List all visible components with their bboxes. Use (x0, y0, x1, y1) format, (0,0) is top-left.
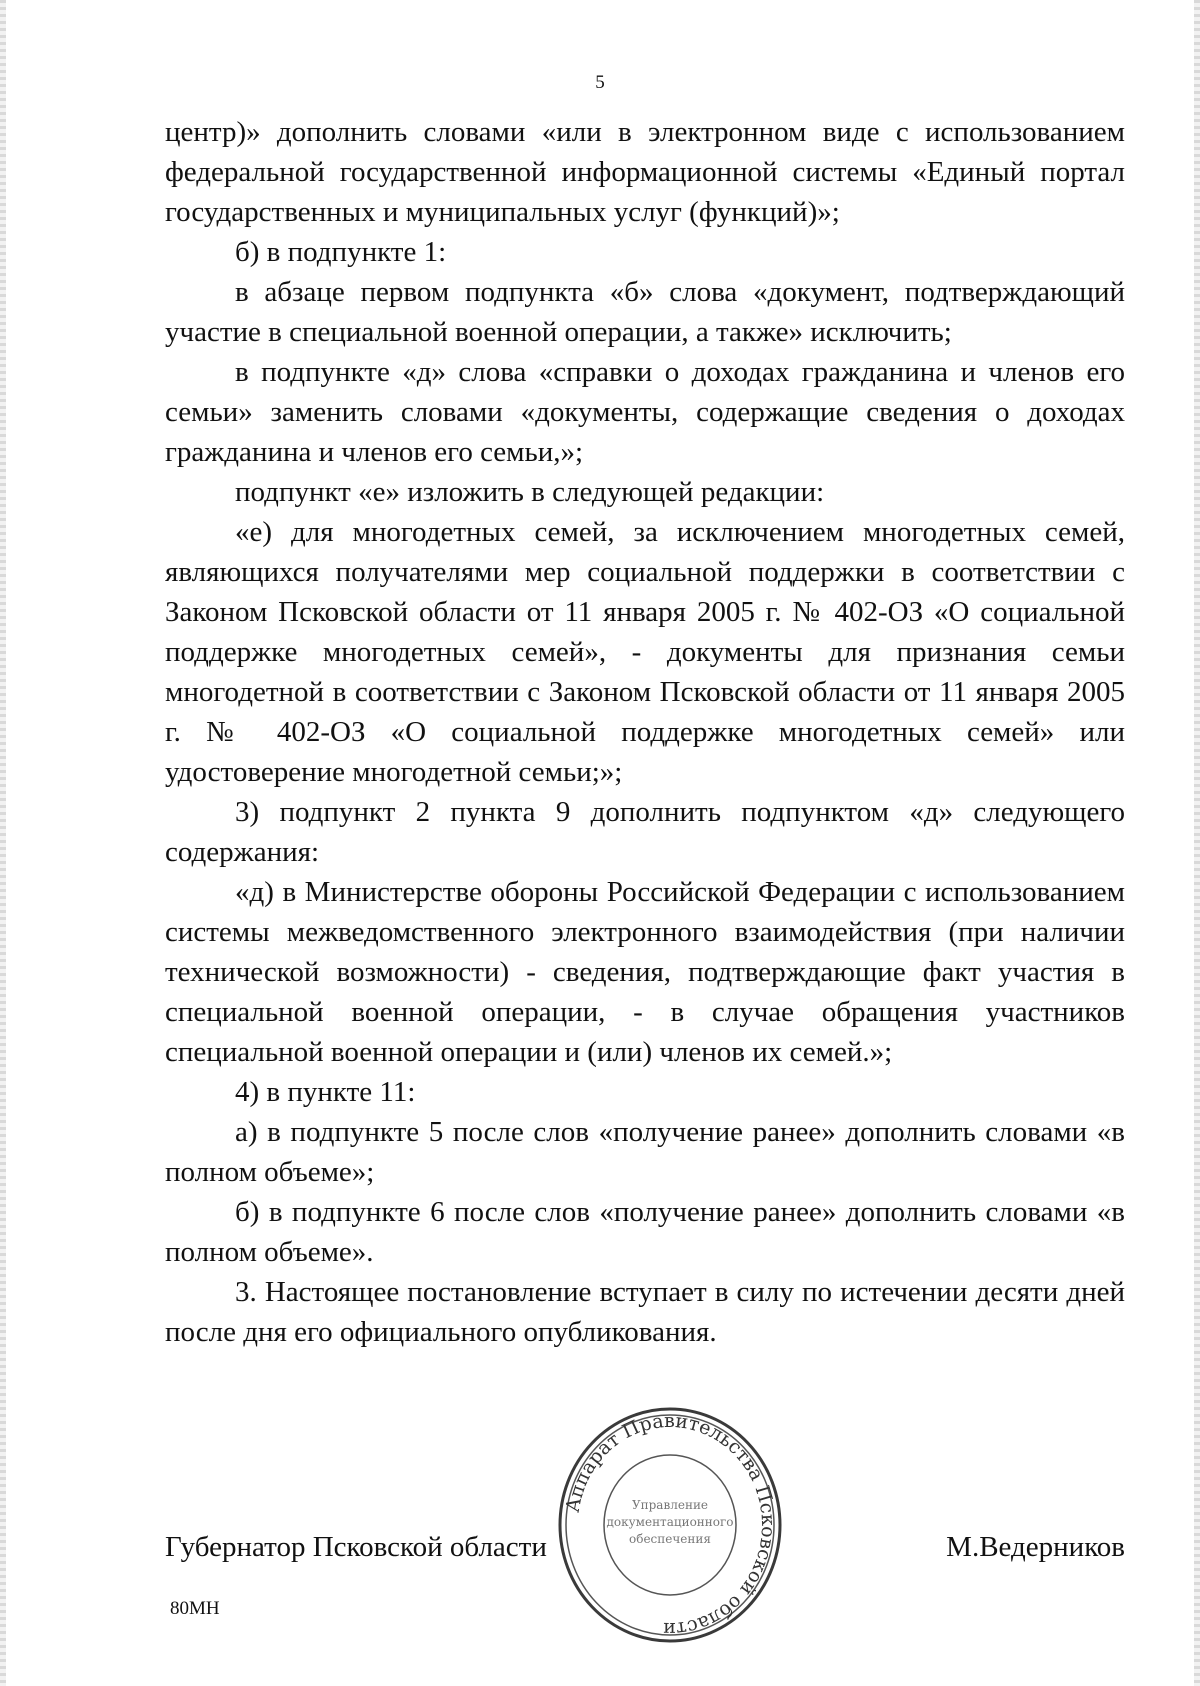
paragraph: б) в подпункте 1: (235, 236, 447, 268)
page-number: 5 (595, 72, 605, 93)
seal-center-line: Управление (631, 1498, 709, 1512)
scan-edge-right (1194, 0, 1200, 1686)
signatory-title: Губернатор Псковской области (165, 1531, 547, 1563)
paragraph: «д) в Министерстве обороны Российской Федерации с использованием системы межведомственного электронного взаимодействия (при наличии технической возможности) - сведения, подтверждающие факт участия в специальной военной операции, - в случае обращения участников специальной военной операции и (или) членов их семей.»; (165, 876, 1125, 1068)
executor-code: 80МН (170, 1598, 220, 1619)
seal-ring-text: Аппарат Правительства Псковской области (561, 1409, 780, 1641)
paragraph: «е) для многодетных семей, за исключением многодетных семей, являющихся получателями мер социальной поддержки в соответствии с Законом Псковской области от 11 января 2005 г. № 402-ОЗ «О социальной поддержке многодетных семей», - документы для признания семьи многодетной в соответствии с Законом Псковской области от 11 января 2005 г. № 402-ОЗ «О социальной поддержке многодетных семей» или удостоверение многодетной семьи;»; (165, 516, 1125, 788)
official-seal (556, 1405, 784, 1645)
seal-icon (556, 1405, 784, 1645)
seal-center-line: обеспечения (629, 1532, 711, 1546)
paragraph: а) в подпункте 5 после слов «получение ранее» дополнить словами «в полном объеме»; (165, 1116, 1125, 1188)
paragraph: 3. Настоящее постановление вступает в силу по истечении десяти дней после дня его официального опубликования. (165, 1276, 1125, 1348)
scan-edge-left (0, 0, 6, 1686)
paragraph: в подпункте «д» слова «справки о доходах гражданина и членов его семьи» заменить словами «документы, содержащие сведения о доходах гражданина и членов его семьи,»; (165, 356, 1125, 468)
paragraph: 4) в пункте 11: (235, 1076, 416, 1108)
seal-center-line: документационного (606, 1515, 734, 1529)
paragraph: подпункт «е» изложить в следующей редакции: (235, 476, 825, 508)
paragraph: б) в подпункте 6 после слов «получение ранее» дополнить словами «в полном объеме». (165, 1196, 1125, 1268)
paragraph: центр)» дополнить словами «или в электронном виде с использованием федеральной государственной информационной системы «Единый портал государственных и муниципальных услуг (функций)»; (165, 116, 1125, 228)
body-text (165, 112, 1125, 1352)
paragraph: в абзаце первом подпункта «б» слова «документ, подтверждающий участие в специальной военной операции, а также» исключить; (165, 276, 1125, 348)
signatory-name: М.Ведерников (946, 1531, 1125, 1563)
paragraph: 3) подпункт 2 пункта 9 дополнить подпунктом «д» следующего содержания: (165, 796, 1125, 868)
